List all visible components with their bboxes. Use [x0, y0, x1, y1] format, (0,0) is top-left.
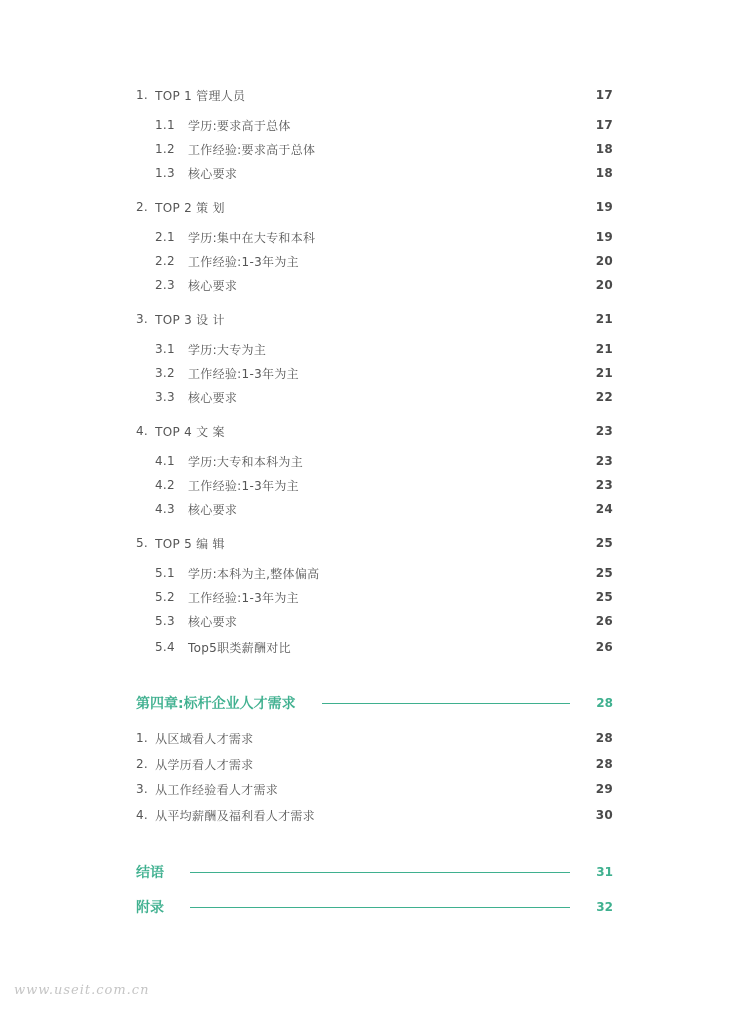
entry-number: 4. — [136, 424, 149, 438]
entry-page-number: 28 — [595, 731, 613, 745]
entry-number: 1. — [136, 731, 149, 745]
entry-number: 3. — [136, 312, 149, 326]
toc-entry[interactable] — [136, 309, 613, 329]
entry-page-number: 23 — [595, 454, 613, 468]
chapter-title: 第四章:标杆企业人才需求 — [136, 696, 296, 712]
chapter-title: 结语 — [136, 865, 164, 881]
chapter-divider-line — [322, 703, 570, 704]
toc-subentry[interactable] — [155, 451, 613, 471]
entry-label: 从区域看人才需求 — [155, 731, 254, 746]
toc-subentry[interactable] — [155, 251, 613, 271]
entry-page-number: 17 — [595, 88, 613, 102]
entry-label: 工作经验:1-3年为主 — [187, 366, 299, 381]
toc-subentry[interactable] — [155, 227, 613, 247]
toc-subentry[interactable] — [155, 387, 613, 407]
appendix-heading[interactable] — [136, 896, 613, 918]
entry-label: 核心要求 — [187, 502, 238, 517]
entry-page-number: 25 — [595, 536, 613, 550]
entry-label: 学历:大专和本科为主 — [187, 454, 304, 469]
entry-label: 工作经验:1-3年为主 — [187, 590, 299, 605]
entry-label: 工作经验:1-3年为主 — [187, 254, 299, 269]
entry-number: 4. — [136, 808, 149, 822]
toc-subentry[interactable] — [155, 139, 613, 159]
entry-number: 3.1 — [155, 342, 175, 356]
entry-number: 5. — [136, 536, 149, 550]
entry-label: 核心要求 — [187, 166, 238, 181]
entry-number: 5.3 — [155, 614, 175, 628]
chapter-title: 附录 — [136, 900, 164, 916]
entry-number: 3.3 — [155, 390, 175, 404]
entry-label: 学历:集中在大专和本科 — [187, 230, 316, 245]
toc-entry[interactable] — [136, 197, 613, 217]
entry-label: 学历:大专为主 — [187, 342, 267, 357]
toc-subentry[interactable] — [155, 499, 613, 519]
entry-label: 学历:要求高于总体 — [187, 118, 291, 133]
entry-label: 核心要求 — [187, 390, 238, 405]
watermark: www.useit.com.cn — [14, 983, 150, 998]
entry-label: 学历:本科为主,整体偏高 — [187, 566, 320, 581]
entry-page-number: 19 — [595, 200, 613, 214]
toc-subentry[interactable] — [155, 637, 613, 657]
entry-page-number: 21 — [595, 312, 613, 326]
chapter-4-heading[interactable] — [136, 692, 613, 714]
entry-page-number: 23 — [595, 478, 613, 492]
entry-label: TOP 3 设 计 — [155, 312, 225, 327]
entry-number: 2.3 — [155, 278, 175, 292]
chapter-divider-line — [190, 872, 570, 873]
entry-page-number: 20 — [595, 254, 613, 268]
entry-number: 2. — [136, 757, 149, 771]
entry-number: 4.3 — [155, 502, 175, 516]
conclusion-heading[interactable] — [136, 861, 613, 883]
toc-entry[interactable] — [136, 533, 613, 553]
entry-number: 5.2 — [155, 590, 175, 604]
entry-label: 从学历看人才需求 — [155, 757, 254, 772]
entry-number: 2.2 — [155, 254, 175, 268]
entry-page-number: 17 — [595, 118, 613, 132]
entry-page-number: 28 — [595, 757, 613, 771]
chapter-page-number: 31 — [596, 865, 613, 879]
entry-label: TOP 4 文 案 — [155, 424, 225, 439]
entry-number: 4.2 — [155, 478, 175, 492]
entry-page-number: 29 — [595, 782, 613, 796]
entry-number: 3.2 — [155, 366, 175, 380]
entry-label: 核心要求 — [187, 278, 238, 293]
entry-label: 从平均薪酬及福利看人才需求 — [155, 808, 315, 823]
entry-number: 4.1 — [155, 454, 175, 468]
entry-label: 从工作经验看人才需求 — [155, 782, 279, 797]
toc-entry[interactable] — [136, 85, 613, 105]
toc-entry[interactable] — [136, 754, 613, 774]
toc-subentry[interactable] — [155, 587, 613, 607]
entry-page-number: 19 — [595, 230, 613, 244]
entry-number: 1.2 — [155, 142, 175, 156]
toc-subentry[interactable] — [155, 275, 613, 295]
chapter-page-number: 28 — [596, 696, 613, 710]
toc-subentry[interactable] — [155, 363, 613, 383]
entry-page-number: 25 — [595, 590, 613, 604]
entry-number: 2.1 — [155, 230, 175, 244]
entry-label: TOP 5 编 辑 — [155, 536, 225, 551]
entry-page-number: 26 — [595, 640, 613, 654]
toc-subentry[interactable] — [155, 115, 613, 135]
entry-page-number: 18 — [595, 142, 613, 156]
chapter-page-number: 32 — [596, 900, 613, 914]
entry-page-number: 26 — [595, 614, 613, 628]
toc-entry[interactable] — [136, 805, 613, 825]
entry-number: 3. — [136, 782, 149, 796]
toc-subentry[interactable] — [155, 163, 613, 183]
entry-page-number: 25 — [595, 566, 613, 580]
toc-entry[interactable] — [136, 728, 613, 748]
entry-number: 5.4 — [155, 640, 175, 654]
entry-label: Top5职类薪酬对比 — [187, 640, 291, 655]
entry-page-number: 24 — [595, 502, 613, 516]
entry-number: 1.1 — [155, 118, 175, 132]
toc-subentry[interactable] — [155, 563, 613, 583]
entry-page-number: 21 — [595, 342, 613, 356]
entry-page-number: 30 — [595, 808, 613, 822]
entry-label: TOP 1 管理人员 — [155, 88, 246, 103]
toc-entry[interactable] — [136, 779, 613, 799]
toc-entry[interactable] — [136, 421, 613, 441]
toc-subentry[interactable] — [155, 611, 613, 631]
chapter-divider-line — [190, 907, 570, 908]
entry-label: 工作经验:1-3年为主 — [187, 478, 299, 493]
entry-page-number: 20 — [595, 278, 613, 292]
entry-number: 2. — [136, 200, 149, 214]
entry-page-number: 23 — [595, 424, 613, 438]
entry-number: 1.3 — [155, 166, 175, 180]
entry-label: TOP 2 策 划 — [155, 200, 225, 215]
toc-subentry[interactable] — [155, 339, 613, 359]
toc-subentry[interactable] — [155, 475, 613, 495]
entry-page-number: 18 — [595, 166, 613, 180]
entry-number: 5.1 — [155, 566, 175, 580]
entry-label: 核心要求 — [187, 614, 238, 629]
entry-page-number: 21 — [595, 366, 613, 380]
entry-number: 1. — [136, 88, 149, 102]
entry-page-number: 22 — [595, 390, 613, 404]
entry-label: 工作经验:要求高于总体 — [187, 142, 316, 157]
